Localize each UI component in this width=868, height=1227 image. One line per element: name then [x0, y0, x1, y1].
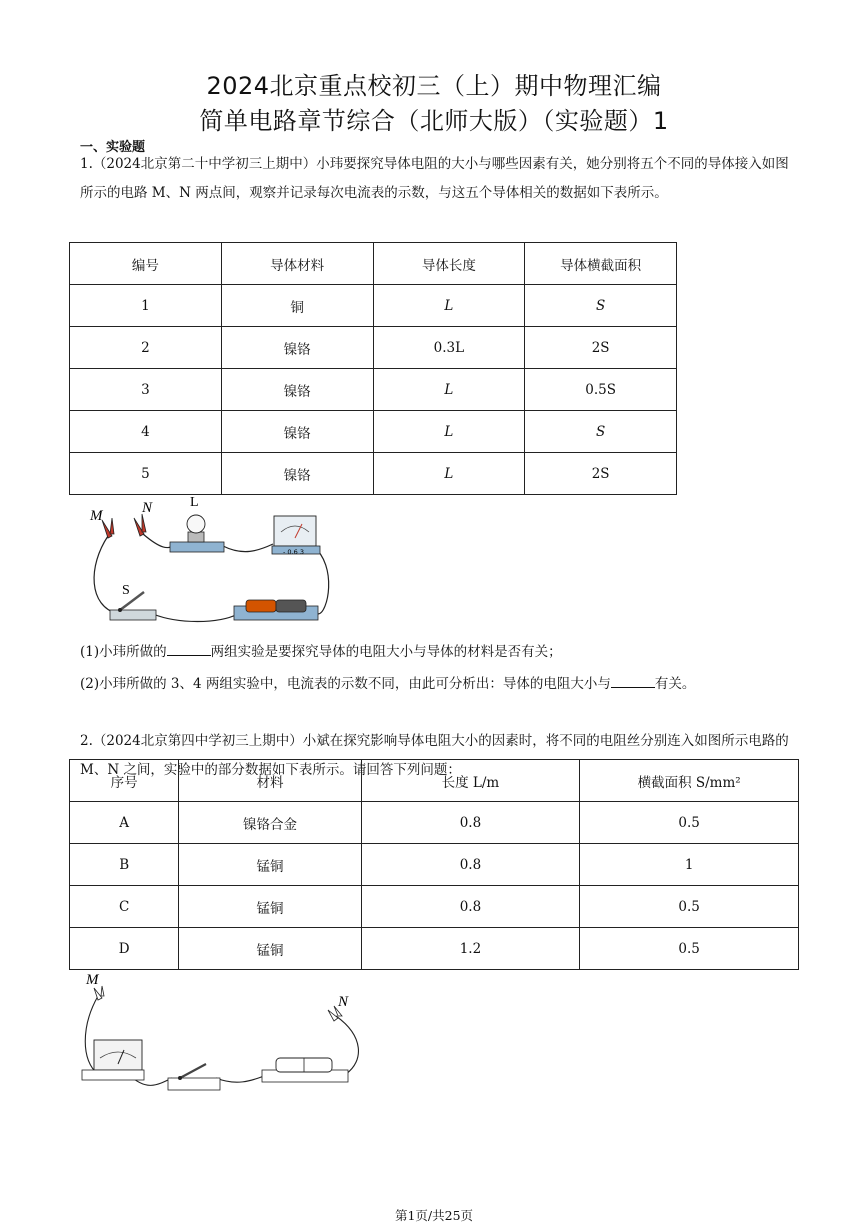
- clip-m-icon: [102, 518, 114, 538]
- table-header-cell: 编号: [70, 243, 222, 285]
- table-cell: 4: [70, 411, 222, 453]
- q1-sub1: [80, 640, 562, 660]
- table-cell: 0.8: [361, 886, 580, 928]
- clip-n-icon: [134, 514, 146, 536]
- table-header-cell: 导体长度: [373, 243, 525, 285]
- table-cell: 0.5S: [525, 369, 677, 411]
- label-switch: S: [122, 583, 130, 598]
- table-row: [70, 802, 799, 844]
- title-line-1: 2024北京重点校初三（上）期中物理汇编: [206, 72, 662, 100]
- title-line-2: 简单电路章节综合（北师大版）（实验题）1: [199, 107, 669, 135]
- q1-sub2-suffix: 有关。: [654, 676, 696, 692]
- table-cell: 2: [70, 327, 222, 369]
- table-row: [70, 928, 799, 970]
- table-cell: 铜: [221, 285, 373, 327]
- table-cell: A: [70, 802, 179, 844]
- wire: [223, 544, 273, 552]
- table-header-cell: 材料: [179, 760, 361, 802]
- table-cell: L: [373, 285, 525, 327]
- table-row: [70, 285, 677, 327]
- section-heading: 一、实验题: [80, 140, 146, 155]
- table-cell: 镍铬合金: [179, 802, 361, 844]
- table-cell: 1.2: [361, 928, 580, 970]
- table-header-cell: 长度 L/m: [361, 760, 580, 802]
- table-cell: 镍铬: [221, 453, 373, 495]
- q2-text: 2.（2024北京第四中学初三上期中）小斌在探究影响导体电阻大小的因素时，将不同的电阻丝分别连入如图所示电路的 M、N 之间，实验中的部分数据如下表所示。请回答下列问题：: [80, 733, 789, 778]
- wire: [94, 536, 118, 614]
- table-row: [70, 327, 677, 369]
- switch-icon: [168, 1064, 220, 1090]
- q1-circuit-figure: [78, 496, 338, 628]
- table-header-cell: 导体材料: [221, 243, 373, 285]
- table-cell: 锰铜: [179, 886, 361, 928]
- wire: [143, 534, 174, 548]
- table-cell: 锰铜: [179, 928, 361, 970]
- ammeter-scale-label: - 0.6 3: [283, 548, 304, 556]
- q1-text: 1.（2024北京第二十中学初三上期中）小玮要探究导体电阻的大小与哪些因素有关，她分别将五个不同的导体接入如图所示的电路 M、N 两点间，观察并记录每次电流表的示数，与这五个导体相关的数据如下表所示。: [80, 156, 789, 201]
- table-cell: S: [525, 411, 677, 453]
- table-cell: 锰铜: [179, 844, 361, 886]
- table-cell: 2S: [525, 327, 677, 369]
- label-lamp: L: [190, 496, 199, 510]
- table-cell: L: [373, 453, 525, 495]
- table-row: [70, 844, 799, 886]
- q1-sub1-suffix: 两组实验是要探究导体的电阻大小与导体的材料是否有关；: [210, 644, 562, 660]
- q1-sub2: [80, 672, 695, 692]
- table-cell: 3: [70, 369, 222, 411]
- q2-table: [69, 759, 799, 970]
- table-cell: 镍铬: [221, 411, 373, 453]
- label-n: N: [142, 500, 153, 516]
- table-cell: 0.8: [361, 802, 580, 844]
- switch-icon: [110, 592, 156, 620]
- table-cell: 0.5: [580, 886, 799, 928]
- table-cell: 5: [70, 453, 222, 495]
- table-cell: S: [525, 285, 677, 327]
- table-cell: 2S: [525, 453, 677, 495]
- clip-m-icon: [94, 986, 104, 1000]
- table-cell: 0.3L: [373, 327, 525, 369]
- table-cell: 1: [580, 844, 799, 886]
- wire: [313, 546, 329, 614]
- q1-sub1-blank: [167, 643, 211, 656]
- wire: [153, 614, 238, 622]
- table-row: [70, 411, 677, 453]
- label-n: N: [338, 994, 349, 1010]
- table-header-row: [70, 243, 677, 285]
- table-row: [70, 886, 799, 928]
- table-cell: B: [70, 844, 179, 886]
- q2-circuit-figure: [76, 966, 366, 1098]
- table-header-cell: 横截面积 S/mm²: [580, 760, 799, 802]
- battery-icon: [234, 600, 318, 620]
- label-m: M: [90, 508, 103, 524]
- table-cell: 镍铬: [221, 327, 373, 369]
- wire: [216, 1076, 264, 1082]
- table-cell: 1: [70, 285, 222, 327]
- table-cell: D: [70, 928, 179, 970]
- page-footer: 第1页/共25页: [394, 1208, 474, 1223]
- table-header-cell: 导体横截面积: [525, 243, 677, 285]
- label-m: M: [86, 972, 99, 988]
- table-cell: L: [373, 411, 525, 453]
- table-header-row: [70, 760, 799, 802]
- table-header-cell: 序号: [70, 760, 179, 802]
- table-cell: 0.8: [361, 844, 580, 886]
- q1-sub2-blank: [611, 675, 655, 688]
- q1-table: [69, 242, 677, 495]
- table-cell: 0.5: [580, 802, 799, 844]
- lamp-icon: [170, 515, 224, 552]
- wire: [336, 1016, 358, 1074]
- ammeter-icon: [82, 1040, 144, 1080]
- table-row: [70, 453, 677, 495]
- q1-sub1-prefix: (1)小玮所做的: [80, 644, 167, 660]
- table-row: [70, 369, 677, 411]
- table-cell: C: [70, 886, 179, 928]
- table-cell: 0.5: [580, 928, 799, 970]
- table-cell: 镍铬: [221, 369, 373, 411]
- q1-sub2-prefix: (2)小玮所做的 3、4 两组实验中，电流表的示数不同，由此可分析出：导体的电阻大小与: [80, 676, 611, 692]
- resistor-holder-icon: [262, 1058, 348, 1082]
- table-cell: L: [373, 369, 525, 411]
